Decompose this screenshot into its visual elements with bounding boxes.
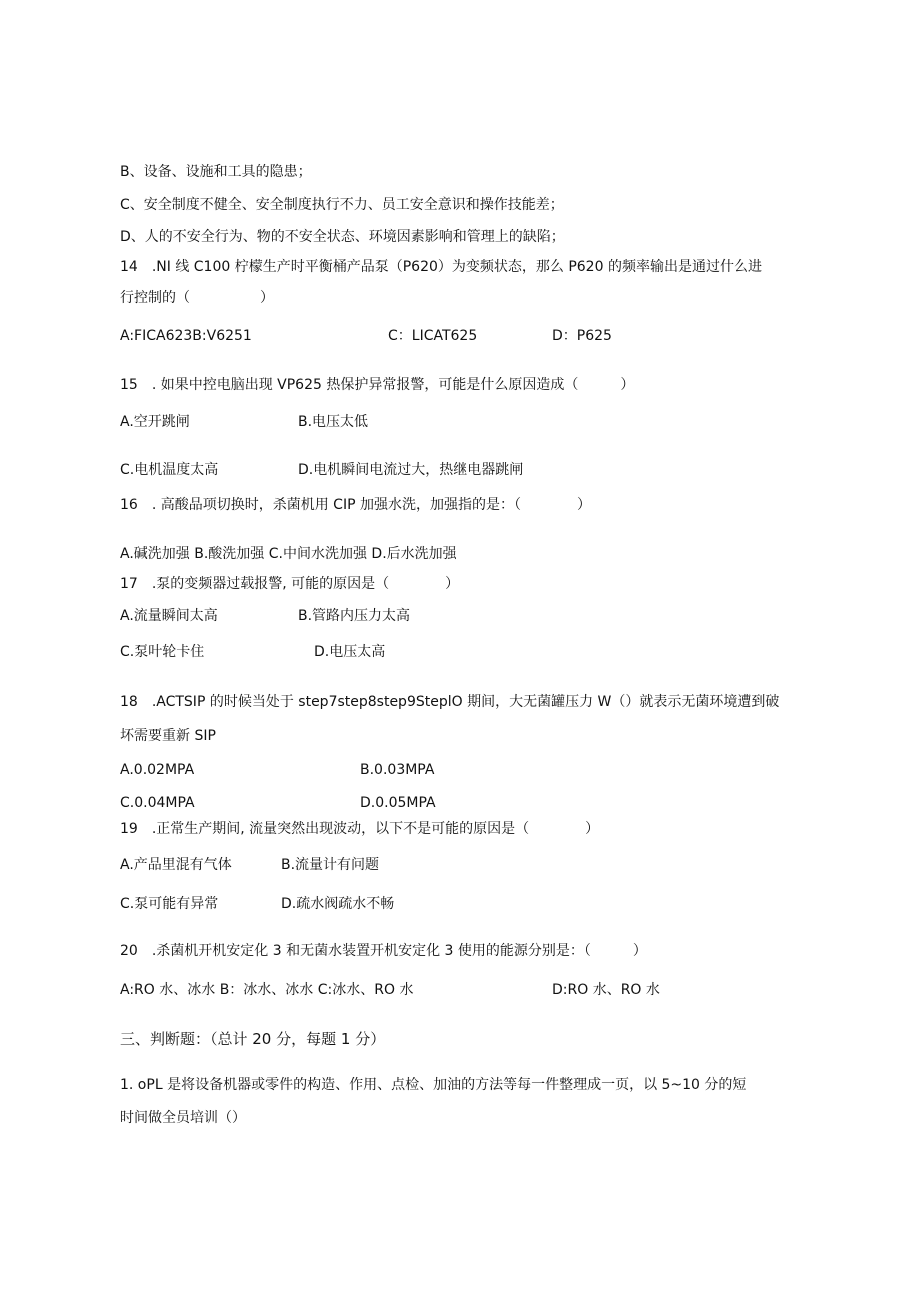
judge-q1-line1: 1. oPL 是将设备机器或零件的构造、作用、点检、加油的方法等每一件整理成一页，以 5~10 分的短 [120,1077,747,1093]
q17-option-b: B.管路内压力太高 [298,608,411,624]
q17-option-a: A.流量瞬间太高 [120,608,218,624]
q18-option-d: D.0.05MPA [360,795,436,811]
option-c-safety-system: C、安全制度不健全、安全制度执行不力、员工安全意识和操作技能差； [120,197,564,213]
q14-option-ab: A:FICA623B:V6251 [120,328,252,344]
q20-option-abc: A:RO 水、冰水 B：冰水、冰水 C:冰水、RO 水 [120,982,414,998]
q14-stem-line1: 14 .NI 线 C100 柠檬生产时平衡桶产品泵（P620）为变频状态，那么 P620 的频率输出是通过什么进 [120,259,762,275]
q18-stem-line2: 坏需要重新 SIP [120,728,216,744]
q16-stem: 16 . 高酸品项切换时，杀菌机用 CIP 加强水洗，加强指的是：（ ） [120,497,591,513]
q20-option-d: D:RO 水、RO 水 [552,982,660,998]
q18-option-c: C.0.04MPA [120,795,195,811]
q19-option-c: C.泵可能有异常 [120,896,219,912]
q19-stem: 19 .正常生产期间, 流量突然出现波动，以下不是可能的原因是（ ） [120,821,600,837]
q14-option-c: C：LICAT625 [388,328,478,344]
q17-option-d: D.电压太高 [314,644,386,660]
q14-stem-line2: 行控制的（ ） [120,290,274,306]
q19-option-b: B.流量计有问题 [281,857,380,873]
q15-option-a: A.空开跳闸 [120,414,190,430]
option-d-unsafe-behavior: D、人的不安全行为、物的不安全状态、环境因素影响和管理上的缺陷； [120,229,565,245]
q19-option-d: D.疏水阀疏水不畅 [281,896,395,912]
q15-option-c: C.电机温度太高 [120,462,219,478]
q15-option-d: D.电机瞬间电流过大，热继电器跳闸 [298,462,524,478]
q18-option-a: A.0.02MPA [120,762,195,778]
q18-option-b: B.0.03MPA [360,762,435,778]
q15-stem: 15 . 如果中控电脑出现 VP625 热保护异常报警，可能是什么原因造成（ ） [120,377,635,393]
q19-option-a: A.产品里混有气体 [120,857,232,873]
q14-option-d: D：P625 [552,328,612,344]
section-3-heading: 三、判断题：（总计 20 分，每题 1 分） [120,1030,386,1048]
q18-stem-line1: 18 .ACTSIP 的时候当处于 step7step8step9SteplO 期间，大无菌罐压力 W（）就表示无菌环境遭到破 [120,694,780,710]
q17-stem: 17 .泵的变频器过载报警, 可能的原因是（ ） [120,576,460,592]
q17-option-c: C.泵叶轮卡住 [120,644,205,660]
q16-options: A.碱洗加强 B.酸洗加强 C.中间水洗加强 D.后水洗加强 [120,546,457,562]
q15-option-b: B.电压太低 [298,414,369,430]
option-b-hazards: B、设备、设施和工具的隐患； [120,164,312,180]
q20-stem: 20 .杀菌机开机安定化 3 和无菌水装置开机安定化 3 使用的能源分别是：（ ） [120,943,647,959]
judge-q1-line2: 时间做全员培训（） [120,1110,246,1126]
